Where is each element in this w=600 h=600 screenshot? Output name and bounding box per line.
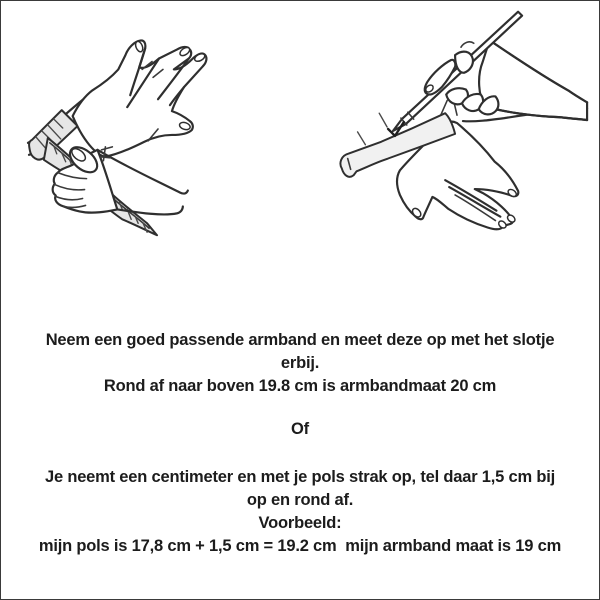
text-line: mijn pols is 17,8 cm + 1,5 cm = 19.2 cm mijn armband maat is 19 cm — [38, 537, 562, 555]
measuring-tape-wrist-illustration — [23, 7, 301, 247]
connector-word: Of — [291, 420, 309, 438]
text-line: Rond af naar boven 19.8 cm is armbandmaat 20 cm — [103, 377, 497, 395]
paragraph-measure-bracelet — [1, 329, 599, 398]
text-line: Je neemt een centimeter en met je pols strak op, tel daar 1,5 cm bij — [44, 468, 556, 486]
pen-marking-strip-illustration — [327, 5, 593, 247]
text-line: op en rond af. — [246, 491, 354, 509]
text-line: Voorbeeld: — [258, 514, 342, 532]
text-line: erbij. — [280, 354, 320, 372]
text-line: Neem een goed passende armband en meet deze op met het slotje — [45, 331, 555, 349]
instruction-text — [1, 329, 599, 558]
upper-hand-outline — [73, 40, 207, 156]
paragraph-measure-wrist — [1, 466, 599, 558]
